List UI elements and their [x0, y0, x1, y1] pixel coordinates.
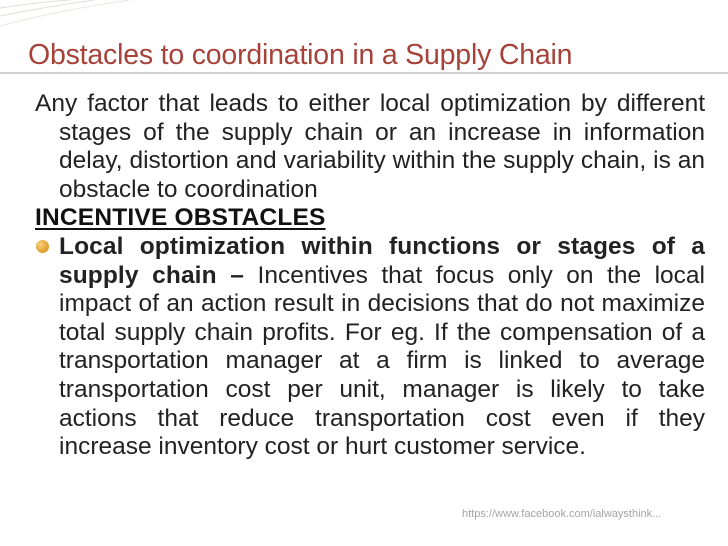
list-item: [35, 233, 705, 462]
watermark-url: https://www.facebook.com/ialwaysthink...: [462, 508, 662, 520]
bullet-list: [35, 233, 705, 462]
slide-title: Obstacles to coordination in a Supply Chain: [28, 39, 573, 71]
decorative-corner-lines: [0, 0, 728, 40]
title-area: [28, 38, 718, 72]
slide-body: [35, 90, 705, 462]
title-divider: [0, 72, 728, 74]
bullet-lead-text: Local optimization within functions or stages of a supply chain –: [59, 232, 705, 289]
intro-paragraph: Any factor that leads to either local optimization by different stages of the supply chain or an increase in information delay, distortion and variability within the supply chain, is an obstacle to coordination: [35, 90, 705, 203]
gold-dot-bullet-icon: [36, 240, 49, 253]
bullet-body-text: Incentives that focus only on the local impact of an action result in decisions that do not maximize total supply chain profits. For eg. If the compensation of a transportation manager at a firm is linked to average transportation cost per unit, manager is likely to take actions that reduce transportation cost even if they increase inventory cost or hurt customer service.: [59, 261, 705, 461]
section-heading: INCENTIVE OBSTACLES: [35, 204, 326, 232]
